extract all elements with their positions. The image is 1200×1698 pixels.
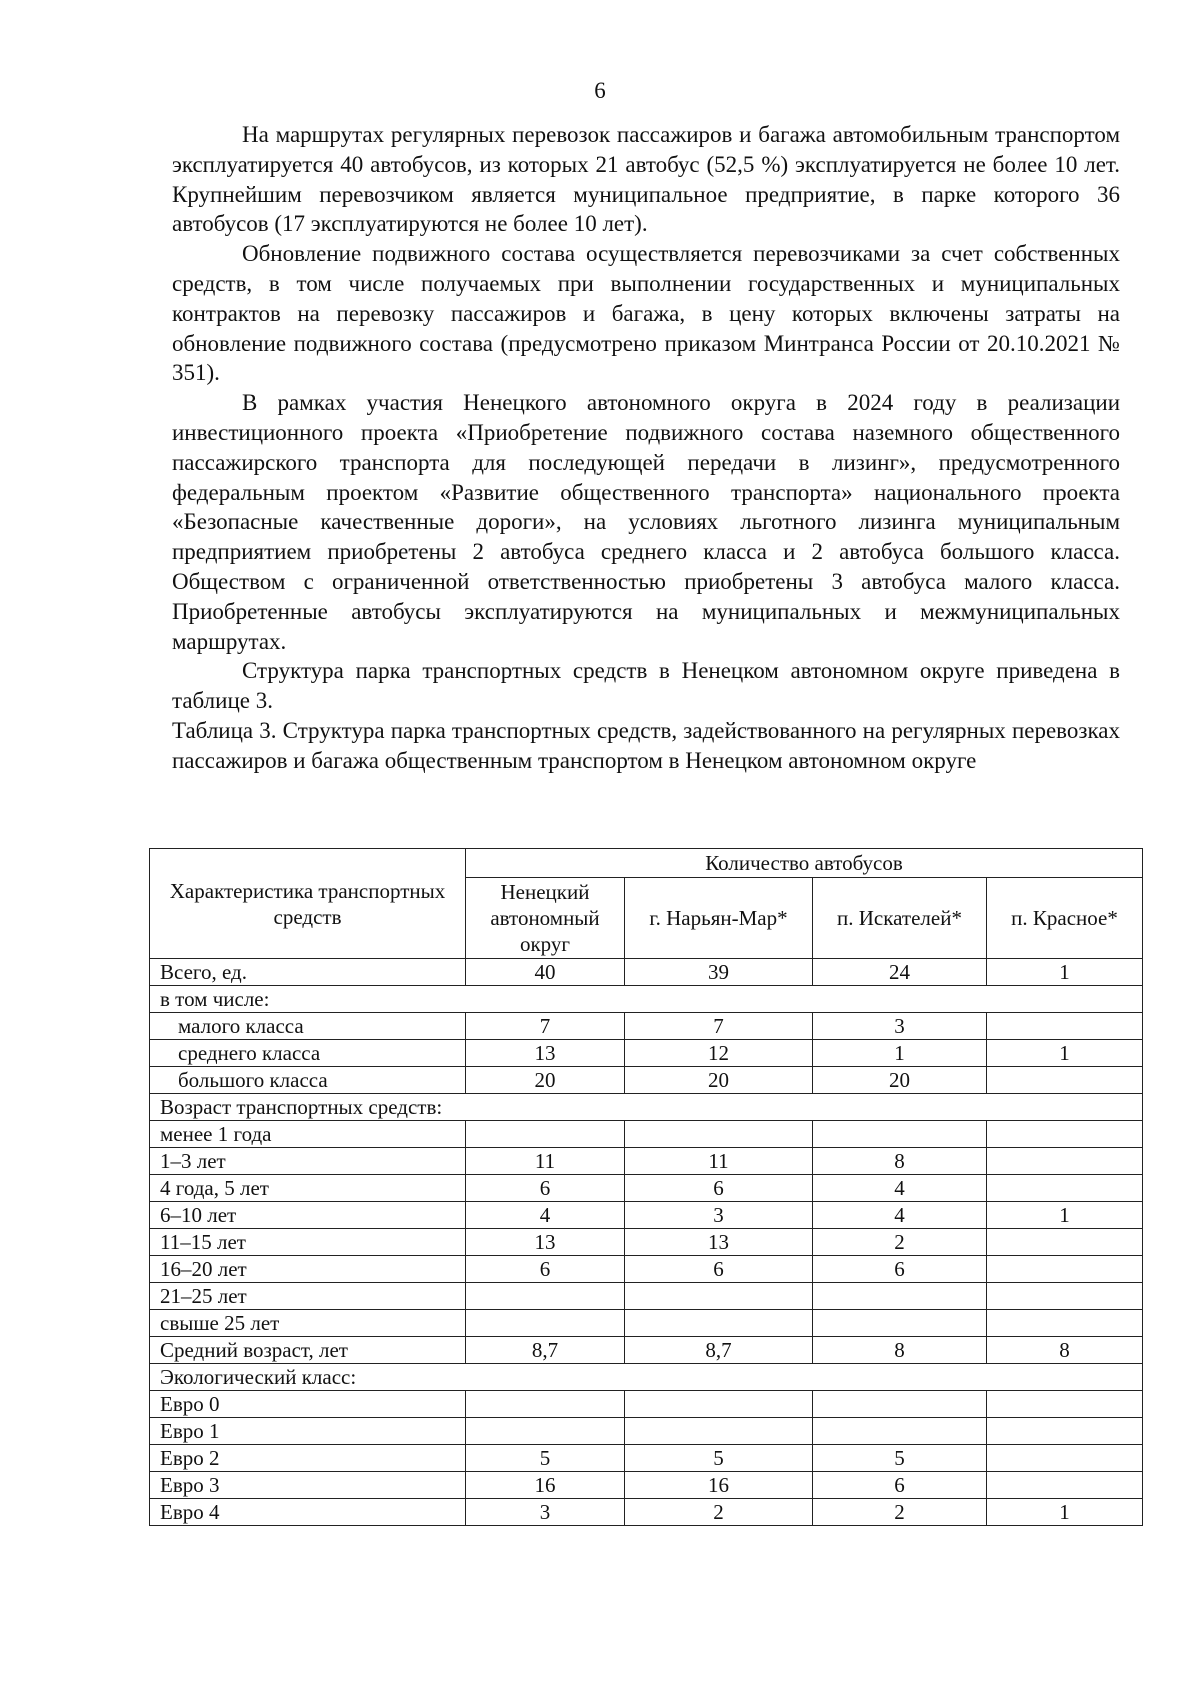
table-cell: 4 <box>813 1175 987 1202</box>
table-cell <box>625 1310 813 1337</box>
table-cell <box>987 1013 1143 1040</box>
table-cell <box>987 1283 1143 1310</box>
table-cell <box>466 1283 625 1310</box>
table-cell <box>466 1121 625 1148</box>
paragraph-3: В рамках участия Ненецкого автономного округа в 2024 году в реализации инвестиционного проекта «Приобретение подвижного состава наземного общественного пассажирского транспорта для последующей передачи в лизинг», предусмотренного федеральным проектом «Развитие общественного транспорта» национального проекта «Безопасные качественные дороги», на условиях льготного лизинга муниципальным предприятием приобретены 2 автобуса среднего класса и 2 автобуса большого класса. Обществом с ограниченной ответственностью приобретены 3 автобуса малого класса. Приобретенные автобусы эксплуатируются на муниципальных и межмуниципальных маршрутах. <box>172 390 1120 654</box>
table-row <box>150 986 1143 1013</box>
table-cell: 3 <box>466 1499 625 1526</box>
table-cell <box>466 1310 625 1337</box>
table-cell: 8 <box>987 1337 1143 1364</box>
table-row <box>150 1499 1143 1526</box>
table-cell: 1 <box>987 1202 1143 1229</box>
table-cell: 1 <box>987 1040 1143 1067</box>
table-cell: 6 <box>813 1256 987 1283</box>
table-cell: 7 <box>625 1013 813 1040</box>
row-label: свыше 25 лет <box>150 1310 466 1337</box>
table-cell <box>987 1256 1143 1283</box>
table-cell <box>987 1175 1143 1202</box>
table-cell: 11 <box>466 1148 625 1175</box>
table-cell <box>987 1418 1143 1445</box>
paragraph-2: Обновление подвижного состава осуществляется перевозчиками за счет собственных средств, в том числе получаемых при выполнении государственных и муниципальных контрактов на перевозку пассажиров и багажа, в цену которых включены затраты на обновление подвижного состава (предусмотрено приказом Минтранса России от 20.10.2021 № 351). <box>172 241 1120 386</box>
table-cell: 8 <box>813 1148 987 1175</box>
table-row <box>150 1391 1143 1418</box>
table-cell: 11 <box>625 1148 813 1175</box>
table-row <box>150 1229 1143 1256</box>
body-text <box>172 120 1120 776</box>
table-row <box>150 1337 1143 1364</box>
row-label: большого класса <box>150 1067 466 1094</box>
table-row <box>150 1121 1143 1148</box>
table-cell: 20 <box>466 1067 625 1094</box>
row-label: Средний возраст, лет <box>150 1337 466 1364</box>
row-label: Евро 2 <box>150 1445 466 1472</box>
table-cell <box>625 1418 813 1445</box>
table-cell: 3 <box>625 1202 813 1229</box>
row-label: Всего, ед. <box>150 959 466 986</box>
row-label: Экологический класс: <box>150 1364 1143 1391</box>
table-row <box>150 1364 1143 1391</box>
table-cell <box>466 1391 625 1418</box>
row-label: 16–20 лет <box>150 1256 466 1283</box>
row-label: Евро 3 <box>150 1472 466 1499</box>
table-row <box>150 1310 1143 1337</box>
bus-fleet-table <box>149 848 1143 1526</box>
table-cell: 2 <box>813 1229 987 1256</box>
table-cell: 7 <box>466 1013 625 1040</box>
table-cell <box>987 1472 1143 1499</box>
table-cell <box>813 1283 987 1310</box>
column-header: г. Нарьян-Мар* <box>625 878 813 959</box>
table-row <box>150 1067 1143 1094</box>
characteristic-header: Характеристика транспортных средств <box>150 849 466 959</box>
table-cell: 39 <box>625 959 813 986</box>
table-cell <box>813 1418 987 1445</box>
table-cell <box>813 1391 987 1418</box>
table-cell: 6 <box>625 1175 813 1202</box>
table-cell <box>987 1310 1143 1337</box>
row-label: Возраст транспортных средств: <box>150 1094 1143 1121</box>
table-cell: 1 <box>813 1040 987 1067</box>
table-cell: 6 <box>466 1175 625 1202</box>
table-cell: 5 <box>466 1445 625 1472</box>
paragraph-4: Структура парка транспортных средств в Ненецком автономном округе приведена в таблице 3. <box>172 658 1120 714</box>
table-cell <box>625 1391 813 1418</box>
row-label: 1–3 лет <box>150 1148 466 1175</box>
table-row <box>150 1418 1143 1445</box>
table-cell: 5 <box>813 1445 987 1472</box>
table-cell: 13 <box>466 1040 625 1067</box>
row-label: Евро 1 <box>150 1418 466 1445</box>
row-label: Евро 0 <box>150 1391 466 1418</box>
table-cell <box>987 1445 1143 1472</box>
table-cell: 12 <box>625 1040 813 1067</box>
table-cell <box>625 1283 813 1310</box>
table-row <box>150 1094 1143 1121</box>
page-number: 6 <box>594 78 606 103</box>
table-cell: 13 <box>466 1229 625 1256</box>
table-cell <box>813 1121 987 1148</box>
table-cell: 13 <box>625 1229 813 1256</box>
table-cell: 3 <box>813 1013 987 1040</box>
table-row <box>150 1175 1143 1202</box>
table-cell: 20 <box>625 1067 813 1094</box>
table-cell: 8,7 <box>466 1337 625 1364</box>
table-row <box>150 1202 1143 1229</box>
row-label: в том числе: <box>150 986 1143 1013</box>
row-label: Евро 4 <box>150 1499 466 1526</box>
table-row <box>150 959 1143 986</box>
table-cell: 20 <box>813 1067 987 1094</box>
column-header: п. Красное* <box>987 878 1143 959</box>
table-row <box>150 1040 1143 1067</box>
row-label: малого класса <box>150 1013 466 1040</box>
table-header-row <box>150 849 1143 878</box>
row-label: среднего класса <box>150 1040 466 1067</box>
table-cell <box>625 1121 813 1148</box>
column-header: п. Искателей* <box>813 878 987 959</box>
table-cell: 5 <box>625 1445 813 1472</box>
table-cell: 2 <box>813 1499 987 1526</box>
table-cell <box>987 1067 1143 1094</box>
table-cell <box>987 1229 1143 1256</box>
paragraph-1: На маршрутах регулярных перевозок пассажиров и багажа автомобильным транспортом эксплуатируется 40 автобусов, из которых 21 автобус (52,5 %) эксплуатируется не более 10 лет. Крупнейшим перевозчиком является муниципальное предприятие, в парке которого 36 автобусов (17 эксплуатируются не более 10 лет). <box>172 122 1120 237</box>
table-cell: 4 <box>813 1202 987 1229</box>
bus-count-header: Количество автобусов <box>466 849 1143 878</box>
row-label: 21–25 лет <box>150 1283 466 1310</box>
table-cell: 40 <box>466 959 625 986</box>
table-cell <box>987 1121 1143 1148</box>
table-cell <box>987 1148 1143 1175</box>
row-label: 6–10 лет <box>150 1202 466 1229</box>
table-cell: 6 <box>466 1256 625 1283</box>
table-cell: 24 <box>813 959 987 986</box>
row-label: 4 года, 5 лет <box>150 1175 466 1202</box>
table-row <box>150 1472 1143 1499</box>
table-row <box>150 1148 1143 1175</box>
table-row <box>150 1283 1143 1310</box>
table-cell <box>813 1310 987 1337</box>
table-cell: 16 <box>466 1472 625 1499</box>
table-cell: 4 <box>466 1202 625 1229</box>
table-cell: 6 <box>813 1472 987 1499</box>
table-cell: 16 <box>625 1472 813 1499</box>
table-row <box>150 1256 1143 1283</box>
row-label: 11–15 лет <box>150 1229 466 1256</box>
table-cell: 1 <box>987 1499 1143 1526</box>
table-caption: Таблица 3. Структура парка транспортных средств, задействованного на регулярных перевозках пассажиров и багажа общественным транспортом в Ненецком автономном округе <box>172 717 1120 773</box>
table-cell: 2 <box>625 1499 813 1526</box>
table-cell <box>987 1391 1143 1418</box>
table-cell: 8,7 <box>625 1337 813 1364</box>
table-cell: 1 <box>987 959 1143 986</box>
row-label: менее 1 года <box>150 1121 466 1148</box>
table-row <box>150 1013 1143 1040</box>
table-row <box>150 1445 1143 1472</box>
table-cell: 6 <box>625 1256 813 1283</box>
table-cell: 8 <box>813 1337 987 1364</box>
column-header: Ненецкий автономный округ <box>466 878 625 959</box>
table-cell <box>466 1418 625 1445</box>
